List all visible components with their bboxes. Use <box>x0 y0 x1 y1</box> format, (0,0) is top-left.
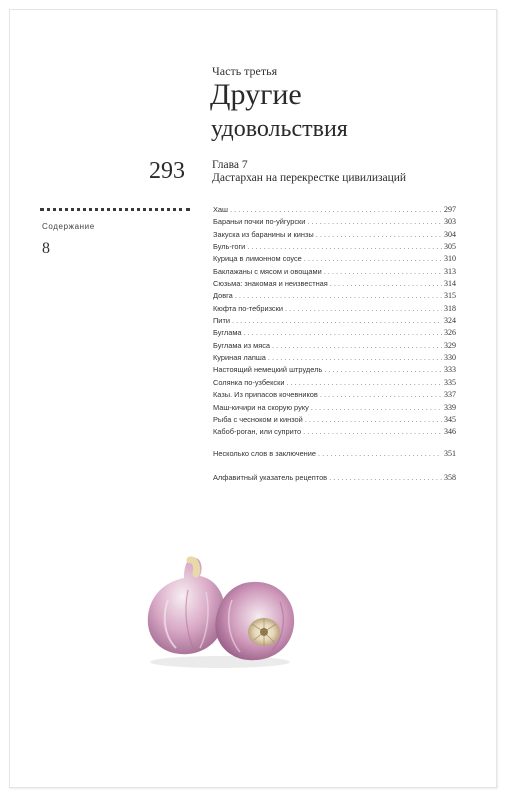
dotted-rule <box>40 208 190 211</box>
toc-row <box>213 266 456 278</box>
toc-leader <box>305 414 442 426</box>
toc-row <box>213 229 456 241</box>
section-label: Содержание <box>42 222 95 231</box>
toc-title: Казы. Из припасов кочевников <box>213 390 318 400</box>
toc-title: Алфавитный указатель рецептов <box>213 473 328 482</box>
toc-title: Сюзьма: знакомая и неизвестная <box>213 279 328 289</box>
toc-row <box>213 303 456 315</box>
toc-extra-index <box>213 472 456 484</box>
toc-title: Буль-гоги <box>213 242 246 252</box>
toc-page: 305 <box>444 242 456 252</box>
toc-page: 313 <box>444 266 456 276</box>
toc-row <box>213 364 456 376</box>
toc-page: 337 <box>444 390 456 400</box>
toc-row <box>213 315 456 327</box>
toc-page: 346 <box>444 427 456 437</box>
toc-leader <box>272 340 442 352</box>
toc-row <box>213 389 456 401</box>
table-of-contents <box>213 204 456 439</box>
toc-row <box>213 290 456 302</box>
toc-leader <box>232 315 442 327</box>
toc-page: 297 <box>444 205 456 214</box>
toc-page: 326 <box>444 328 456 338</box>
toc-row <box>213 216 456 228</box>
toc-row <box>213 402 456 414</box>
toc-leader <box>247 241 442 253</box>
toc-page: 335 <box>444 377 456 387</box>
toc-title: Кюфта по-тебризски <box>213 303 283 313</box>
toc-leader <box>329 472 442 484</box>
book-page <box>9 9 497 788</box>
toc-row <box>213 253 456 265</box>
toc-leader <box>230 204 442 216</box>
toc-leader <box>244 327 442 339</box>
toc-row <box>213 204 456 216</box>
toc-leader <box>324 266 442 278</box>
toc-page: 351 <box>444 449 456 458</box>
toc-leader <box>268 352 442 364</box>
toc-row <box>213 327 456 339</box>
toc-title: Хаш <box>213 205 228 214</box>
toc-leader <box>311 402 442 414</box>
toc-row <box>213 448 456 460</box>
toc-leader <box>286 377 442 389</box>
toc-title: Рыба с чесноком и кинзой <box>213 414 303 424</box>
toc-leader <box>304 253 442 265</box>
toc-title: Куриная лапша <box>213 353 266 363</box>
toc-leader <box>235 290 442 302</box>
toc-leader <box>330 278 442 290</box>
toc-page: 324 <box>444 316 456 326</box>
toc-title: Бараньи почки по-уйгурски <box>213 217 306 227</box>
toc-page: 333 <box>444 365 456 375</box>
toc-page: 303 <box>444 217 456 227</box>
part-title-line-1: Другие <box>210 78 302 111</box>
toc-leader <box>318 448 442 460</box>
toc-page: 358 <box>444 473 456 482</box>
toc-row <box>213 241 456 253</box>
garlic-bulb-left <box>148 558 225 654</box>
toc-title: Буглама из мяса <box>213 340 271 350</box>
toc-title: Довга <box>213 291 233 301</box>
toc-leader <box>320 389 442 401</box>
toc-page: 329 <box>444 340 456 350</box>
toc-title: Пити <box>213 316 230 326</box>
toc-row <box>213 377 456 389</box>
toc-extra-conclusion <box>213 448 456 460</box>
toc-page: 310 <box>444 254 456 264</box>
toc-title: Баклажаны с мясом и овощами <box>213 266 322 276</box>
toc-leader <box>316 229 442 241</box>
toc-page: 315 <box>444 291 456 301</box>
toc-title: Курица в лимонном соусе <box>213 254 302 264</box>
part-label: Часть третья <box>212 64 278 78</box>
toc-page: 304 <box>444 229 456 239</box>
section-page-number: 8 <box>42 240 50 257</box>
garlic-bulb-right <box>215 582 294 660</box>
toc-title: Настоящий немецкий штрудель <box>213 365 323 375</box>
toc-title: Буглама <box>213 328 242 338</box>
chapter-label: Глава 7 <box>212 159 248 171</box>
toc-title: Солянка по-узбекски <box>213 377 285 387</box>
toc-row <box>213 414 456 426</box>
toc-row <box>213 340 456 352</box>
toc-leader <box>303 426 442 438</box>
toc-page: 330 <box>444 353 456 363</box>
toc-row <box>213 278 456 290</box>
toc-title: Маш-кичири на скорую руку <box>213 402 309 412</box>
toc-row <box>213 472 456 484</box>
garlic-illustration <box>140 540 300 670</box>
toc-title: Закуска из баранины и кинзы <box>213 229 314 239</box>
chapter-page-number: 293 <box>149 158 185 184</box>
toc-title: Несколько слов в заключение <box>213 449 316 458</box>
chapter-title: Дастархан на перекрестке цивилизаций <box>212 172 407 184</box>
toc-title: Кабоб-роган, или суприто <box>213 427 302 437</box>
toc-leader <box>307 216 442 228</box>
toc-leader <box>285 303 442 315</box>
toc-row <box>213 352 456 364</box>
toc-page: 339 <box>444 402 456 412</box>
part-title-line-2: удовольствия <box>211 116 348 142</box>
toc-page: 314 <box>444 279 456 289</box>
toc-page: 318 <box>444 303 456 313</box>
toc-page: 345 <box>444 414 456 424</box>
toc-row <box>213 426 456 438</box>
toc-leader <box>324 364 442 376</box>
